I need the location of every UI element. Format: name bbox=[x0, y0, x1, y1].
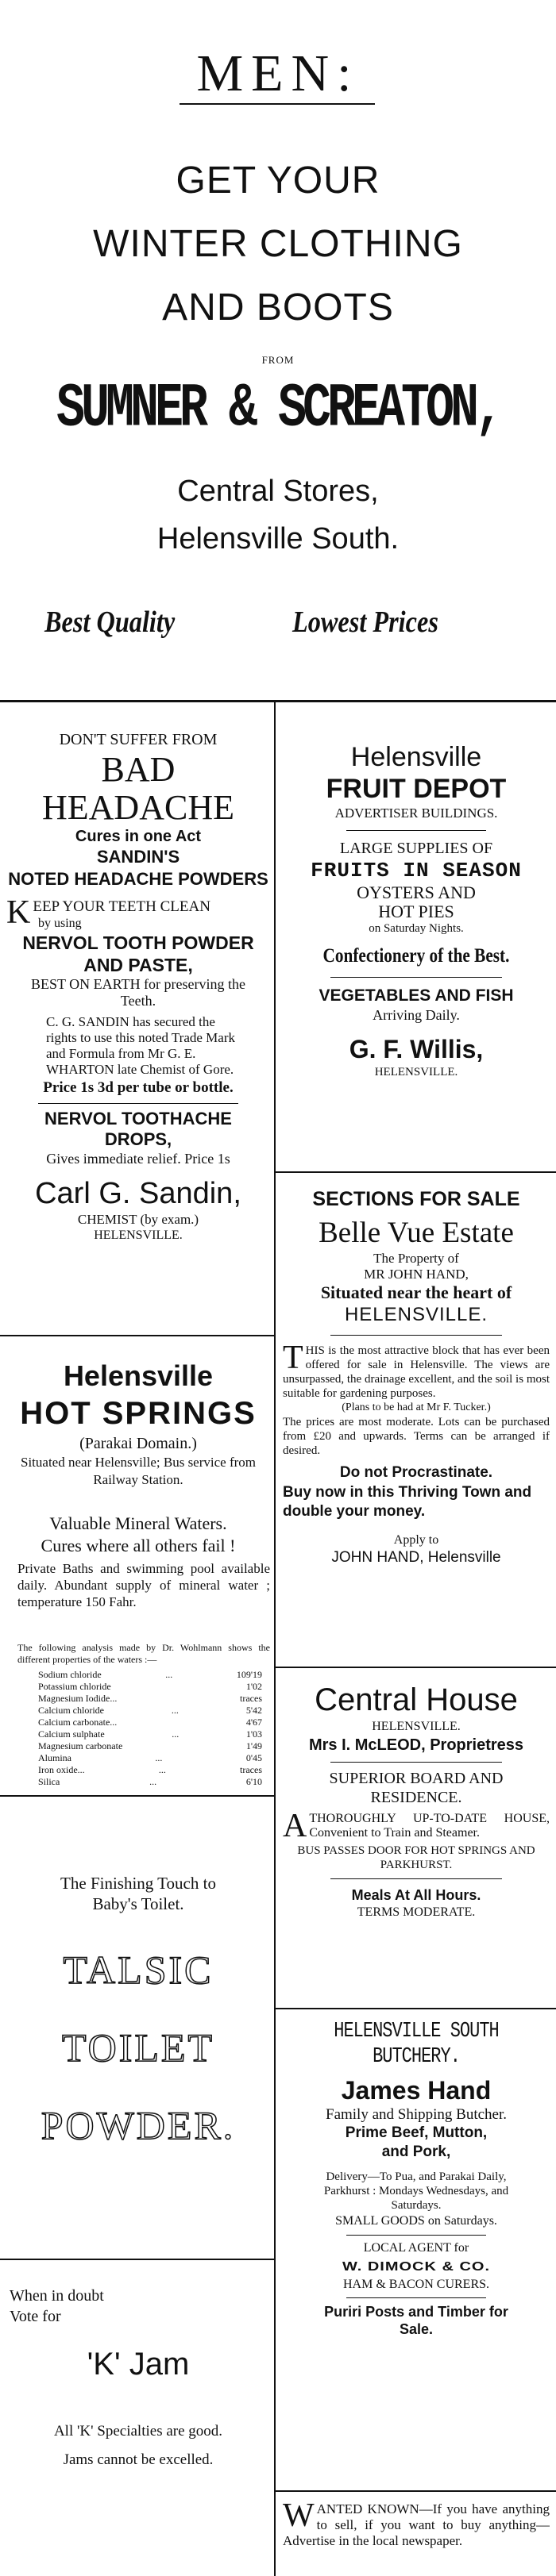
fruits-in-season: FRUITS IN SEASON bbox=[311, 859, 522, 882]
analysis-leader bbox=[117, 1693, 240, 1705]
jams-excelled: Jams cannot be excelled. bbox=[63, 2451, 214, 2468]
fruit-depot-ad bbox=[283, 741, 550, 1079]
keep-dropcap: K bbox=[6, 898, 31, 931]
mr-john-hand: MR JOHN HAND, bbox=[364, 1267, 469, 1282]
central-helensville: HELENSVILLE. bbox=[372, 1720, 461, 1733]
left-rule-2 bbox=[0, 1795, 274, 1797]
stores-line: Central Stores, bbox=[177, 475, 379, 508]
willis-helensville: HELENSVILLE. bbox=[374, 1066, 458, 1078]
talsic-ad bbox=[6, 1817, 270, 2149]
analysis-row bbox=[6, 1693, 270, 1705]
large-supplies: LARGE SUPPLIES OF bbox=[339, 840, 493, 857]
analysis-leader bbox=[111, 1681, 246, 1693]
terms-moderate: TERMS MODERATE. bbox=[357, 1905, 476, 1919]
superior-board: SUPERIOR BOARD AND bbox=[329, 1770, 504, 1787]
family-butcher: Family and Shipping Butcher. bbox=[326, 2106, 507, 2123]
analysis-value: 5'42 bbox=[245, 1705, 262, 1716]
powder-word: POWDER. bbox=[41, 2103, 236, 2147]
babys-toilet: Baby's Toilet. bbox=[92, 1894, 184, 1913]
ham-bacon: HAM & BACON CURERS. bbox=[342, 2278, 490, 2291]
sandins: SANDIN'S bbox=[96, 847, 180, 867]
confectionery: Confectionery of the Best. bbox=[322, 945, 510, 967]
central-rule-2 bbox=[330, 1878, 502, 1879]
valuable-waters: Valuable Mineral Waters. bbox=[49, 1513, 227, 1533]
analysis-substance: Silica bbox=[38, 1776, 60, 1787]
wanted-ad bbox=[283, 2501, 550, 2549]
analysis-leader: ... bbox=[155, 1752, 163, 1763]
butchery-title-1: HELENSVILLE SOUTH bbox=[334, 2019, 499, 2043]
springs-ad bbox=[6, 1359, 270, 1788]
analysis-row bbox=[6, 1764, 270, 1776]
plans-tucker: (Plans to be had at Mr F. Tucker.) bbox=[342, 1401, 491, 1413]
right-rule-3 bbox=[276, 2008, 556, 2009]
analysis-row bbox=[6, 1728, 270, 1740]
toilet-word: TOILET bbox=[61, 2025, 215, 2070]
hot-pies: HOT PIES bbox=[378, 902, 454, 921]
and-boots-line: AND BOOTS bbox=[162, 286, 394, 329]
k-specialties: All 'K' Specialties are good. bbox=[53, 2423, 223, 2440]
toothache-drops-2: DROPS, bbox=[104, 1129, 172, 1149]
dont-suffer: DON'T SUFFER FROM bbox=[59, 731, 218, 748]
small-goods: SMALL GOODS on Saturdays. bbox=[335, 2214, 497, 2228]
w-dropcap: W bbox=[283, 2501, 315, 2534]
firm-name: SUMNER & SCREATON, bbox=[56, 374, 500, 445]
vote-for: Vote for bbox=[10, 2308, 61, 2325]
belle-body: HIS is the most attractive block that has ever been offered for sale in Helensville. The views are unsurpassed, the drainage excellent, and the soil is most suitable for gardening purposes. bbox=[283, 1344, 550, 1400]
sandin-rule bbox=[38, 1103, 238, 1104]
butchery-rule-2 bbox=[346, 2297, 486, 2298]
analysis-value: 109'19 bbox=[236, 1669, 262, 1680]
this-dropcap: T bbox=[283, 1344, 303, 1376]
arriving-daily: Arriving Daily. bbox=[373, 1007, 460, 1023]
get-your-line: GET YOUR bbox=[176, 160, 380, 202]
procrastinate: Do not Procrastinate. bbox=[339, 1464, 493, 1481]
analysis-row bbox=[6, 1776, 270, 1788]
analysis-substance: Calcium carbonate... bbox=[38, 1717, 118, 1728]
by-using: by using bbox=[38, 917, 82, 930]
keep-teeth: EEP YOUR TEETH CLEAN bbox=[33, 898, 210, 915]
k-jam: 'K' Jam bbox=[87, 2347, 190, 2382]
right-rule-4 bbox=[276, 2490, 556, 2492]
analysis-leader: ... bbox=[149, 1776, 157, 1787]
cures-where: Cures where all others fail ! bbox=[41, 1536, 236, 1555]
banner-rule bbox=[0, 700, 556, 702]
from-label: FROM bbox=[261, 354, 295, 366]
butchery-ad bbox=[283, 2020, 550, 2338]
fruit-rule-2 bbox=[330, 977, 502, 978]
analysis-substance: Calcium sulphate bbox=[38, 1728, 105, 1740]
analysis-value: 0'45 bbox=[245, 1752, 262, 1763]
cures-one-act: Cures in one Act bbox=[75, 828, 202, 845]
apply-to: Apply to bbox=[393, 1533, 439, 1547]
analysis-table bbox=[6, 1669, 270, 1788]
analysis-value: 1'02 bbox=[245, 1681, 262, 1692]
butchery-title-2: BUTCHERY. bbox=[373, 2044, 460, 2069]
residence: RESIDENCE. bbox=[370, 1789, 462, 1806]
analysis-substance: Sodium chloride bbox=[38, 1669, 102, 1680]
sandin-secured: C. G. SANDIN has secured the rights to use this noted Trade Mark and Formula from Mr G. E. WHARTON late Chemist of Gore. bbox=[46, 1014, 235, 1077]
property-of: The Property of bbox=[373, 1251, 459, 1266]
analysis-value: 6'10 bbox=[245, 1776, 262, 1787]
analysis-leader: ... bbox=[165, 1669, 173, 1680]
parakai-domain: (Parakai Domain.) bbox=[79, 1435, 197, 1452]
talsic-word: TALSIC bbox=[63, 1947, 214, 1992]
central-house: Central House bbox=[315, 1682, 518, 1717]
best-on-earth: BEST ON EARTH for preserving the Teeth. bbox=[30, 976, 246, 1009]
analysis-leader bbox=[117, 1717, 246, 1728]
left-rule-3 bbox=[0, 2259, 274, 2260]
a-dropcap: A bbox=[283, 1812, 307, 1840]
analysis-row bbox=[6, 1681, 270, 1693]
right-rule-2 bbox=[276, 1667, 556, 1668]
analysis-leader bbox=[122, 1740, 246, 1752]
situated-near: Situated near Helensville; Bus service from Railway Station. bbox=[21, 1455, 256, 1487]
private-baths: Private Baths and swimming pool available daily. Abundant supply of mineral water ; temperature 150 Fahr. bbox=[17, 1561, 270, 1609]
kjam-ad bbox=[6, 2286, 270, 2470]
central-rule-1 bbox=[330, 1762, 502, 1763]
belle-prices: The prices are most moderate. Lots can be purchased from £20 and upwards. Terms can be arranged if desired. bbox=[283, 1416, 550, 1457]
lowest-prices: Lowest Prices bbox=[292, 606, 438, 639]
belle-vue-estate: Belle Vue Estate bbox=[319, 1217, 514, 1249]
dimock: W. DIMOCK & CO. bbox=[342, 2259, 491, 2274]
sandin-helensville: HELENSVILLE. bbox=[94, 1228, 183, 1242]
central-house-ad bbox=[283, 1681, 550, 1920]
fruit-town: Helensville bbox=[350, 742, 482, 772]
analysis-leader: ... bbox=[171, 1705, 179, 1716]
mcleod: Mrs I. McLEOD, Proprietress bbox=[308, 1736, 524, 1754]
winter-clothing-line: WINTER CLOTHING bbox=[93, 223, 463, 265]
analysis-value: 4'67 bbox=[245, 1717, 262, 1728]
and-paste: AND PASTE, bbox=[83, 955, 193, 975]
thoroughly: THOROUGHLY UP-TO-DATE HOUSE, Convenient to Train and Steamer. bbox=[309, 1812, 550, 1840]
left-rule-1 bbox=[0, 1335, 274, 1336]
noted-powders: NOTED HEADACHE POWDERS bbox=[8, 869, 268, 889]
analysis-substance: Calcium chloride bbox=[38, 1705, 104, 1716]
belle-rule bbox=[330, 1335, 502, 1336]
puriri-posts: Puriri Posts and Timber for Sale. bbox=[324, 2304, 508, 2337]
analysis-row bbox=[6, 1669, 270, 1681]
men-heading: MEN: bbox=[196, 44, 360, 102]
analysis-substance: Magnesium Iodide... bbox=[38, 1693, 118, 1704]
gf-willis: G. F. Willis, bbox=[349, 1035, 484, 1063]
analysis-value: traces bbox=[240, 1764, 262, 1775]
springs-title-1: Helensville bbox=[63, 1359, 214, 1392]
bus-passes: BUS PASSES DOOR FOR HOT SPRINGS AND PARKHURST. bbox=[297, 1844, 535, 1871]
analysis-substance: Iron oxide... bbox=[38, 1764, 85, 1775]
buy-now: Buy now in this Thriving Town and double your money. bbox=[283, 1484, 532, 1520]
analysis-substance: Magnesium carbonate bbox=[38, 1740, 123, 1751]
right-rule-1 bbox=[276, 1171, 556, 1173]
analysis-row bbox=[6, 1717, 270, 1728]
best-quality: Best Quality bbox=[44, 606, 176, 639]
john-hand-contact: JOHN HAND, Helensville bbox=[331, 1549, 501, 1566]
chemist-exam: CHEMIST (by exam.) bbox=[77, 1212, 199, 1227]
finishing-touch: The Finishing Touch to bbox=[60, 1874, 216, 1893]
james-hand: James Hand bbox=[341, 2076, 492, 2105]
advertiser-buildings: ADVERTISER BUILDINGS. bbox=[334, 805, 498, 821]
immediate-relief: Gives immediate relief. Price 1s bbox=[46, 1151, 230, 1167]
analysis-row bbox=[6, 1752, 270, 1764]
belle-helensville: HELENSVILLE. bbox=[344, 1304, 488, 1325]
analysis-substance: Potassium chloride bbox=[38, 1681, 111, 1692]
veg-fish: VEGETABLES AND FISH bbox=[319, 986, 514, 1005]
belle-vue-ad bbox=[283, 1186, 550, 1567]
meals: Meals At All Hours. bbox=[351, 1887, 481, 1903]
when-in-doubt: When in doubt bbox=[10, 2287, 104, 2305]
local-agent: LOCAL AGENT for bbox=[363, 2241, 469, 2255]
oysters: OYSTERS AND bbox=[357, 882, 476, 902]
saturday-nights: on Saturday Nights. bbox=[369, 922, 464, 935]
sandin-ad bbox=[6, 730, 270, 1244]
delivery: Delivery—To Pua, and Parakai Daily, Parkhurst : Mondays Wednesdays, and Saturdays. bbox=[323, 2170, 509, 2212]
column-divider bbox=[274, 702, 276, 2576]
butchery-rule bbox=[346, 2235, 486, 2236]
toothache-drops-1: NERVOL TOOTHACHE bbox=[44, 1109, 232, 1128]
carl-sandin: Carl G. Sandin, bbox=[35, 1177, 241, 1210]
heart-of: Situated near the heart of bbox=[320, 1282, 512, 1302]
wanted-body: ANTED KNOWN—If you have anything to sell, if you want to buy anything—Advertise in the local newspaper. bbox=[283, 2501, 550, 2548]
fruit-rule-1 bbox=[346, 830, 486, 831]
analysis-value: 1'49 bbox=[245, 1740, 262, 1751]
price-tube: Price 1s 3d per tube or bottle. bbox=[43, 1079, 234, 1096]
springs-title-2: HOT SPRINGS bbox=[20, 1396, 257, 1431]
analysis-leader: ... bbox=[158, 1764, 166, 1775]
fruit-depot: FRUIT DEPOT bbox=[326, 774, 507, 804]
analysis-row bbox=[6, 1705, 270, 1717]
analysis-intro: The following analysis made by Dr. Wohlmann shows the different properties of the waters :— bbox=[17, 1642, 270, 1665]
men-underline bbox=[180, 103, 375, 105]
analysis-value: 1'03 bbox=[245, 1728, 262, 1740]
location-line: Helensville South. bbox=[156, 522, 400, 556]
analysis-leader: ... bbox=[172, 1728, 180, 1740]
bad-headache: BAD HEADACHE bbox=[42, 750, 234, 827]
analysis-substance: Alumina bbox=[38, 1752, 71, 1763]
analysis-value: traces bbox=[240, 1693, 262, 1704]
and-pork: and Pork, bbox=[381, 2143, 451, 2160]
prime-beef: Prime Beef, Mutton, bbox=[345, 2124, 488, 2141]
analysis-row bbox=[6, 1740, 270, 1752]
nervol-tooth-powder: NERVOL TOOTH POWDER bbox=[22, 932, 254, 953]
sections-for-sale: SECTIONS FOR SALE bbox=[312, 1188, 520, 1210]
